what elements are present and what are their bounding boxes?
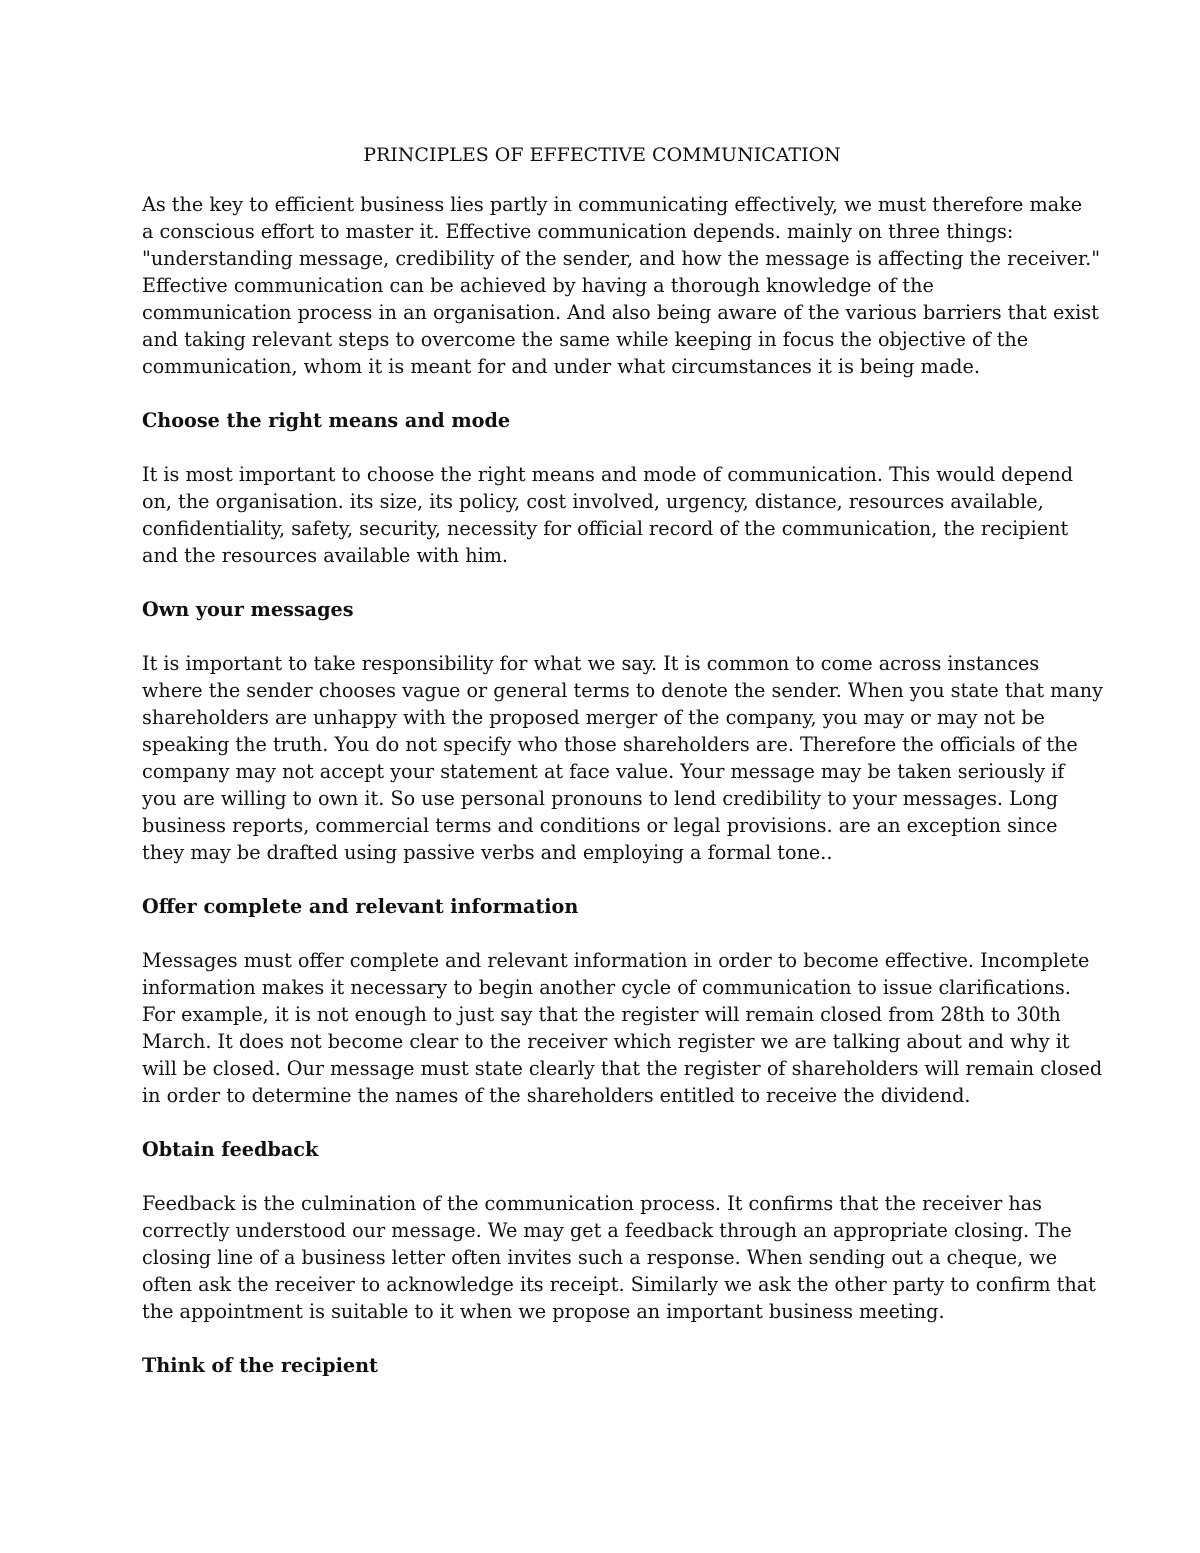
intro-paragraph: [142, 191, 1101, 380]
text-line: often ask the receiver to acknowledge its receipt. Similarly we ask the other party to confirm that: [142, 1273, 1096, 1296]
text-line: It is important to take responsibility for what we say. It is common to come across instances: [142, 652, 1040, 675]
text-line: For example, it is not enough to just say that the register will remain closed from 28th to 30th: [142, 1003, 1061, 1026]
text-line: company may not accept your statement at face value. Your message may be taken seriously if: [142, 760, 1065, 783]
section-paragraph: [142, 947, 1103, 1109]
text-line: on, the organisation. its size, its policy, cost involved, urgency, distance, resources available,: [142, 490, 1044, 513]
text-line: closing line of a business letter often invites such a response. When sending out a cheque, we: [142, 1246, 1058, 1269]
text-line: you are willing to own it. So use personal pronouns to lend credibility to your messages. Long: [142, 787, 1059, 810]
text-line: confidentiality, safety, security, necessity for official record of the communication, the recipient: [142, 517, 1069, 540]
document-page: [142, 142, 1103, 1406]
text-line: "understanding message, credibility of the sender, and how the message is affecting the receiver.": [142, 247, 1101, 270]
text-line: business reports, commercial terms and conditions or legal provisions. are an exception since: [142, 814, 1058, 837]
text-line: communication, whom it is meant for and under what circumstances it is being made.: [142, 355, 980, 378]
section-heading: Think of the recipient: [142, 1354, 378, 1377]
text-line: information makes it necessary to begin another cycle of communication to issue clarifications.: [142, 976, 1071, 999]
text-line: communication process in an organisation. And also being aware of the various barriers that exist: [142, 301, 1099, 324]
text-line: will be closed. Our message must state clearly that the register of shareholders will remain closed: [142, 1057, 1103, 1080]
text-line: they may be drafted using passive verbs and employing a formal tone..: [142, 841, 833, 864]
section-paragraph: [142, 1190, 1096, 1325]
section-heading: Offer complete and relevant information: [142, 895, 579, 918]
section-heading: Own your messages: [142, 598, 354, 621]
text-line: speaking the truth. You do not specify who those shareholders are. Therefore the officials of the: [142, 733, 1078, 756]
text-line: Effective communication can be achieved by having a thorough knowledge of the: [142, 274, 934, 297]
text-line: and the resources available with him.: [142, 544, 509, 567]
text-line: correctly understood our message. We may get a feedback through an appropriate closing. The: [142, 1219, 1072, 1242]
text-line: shareholders are unhappy with the proposed merger of the company, you may or may not be: [142, 706, 1045, 729]
text-line: a conscious effort to master it. Effective communication depends. mainly on three things:: [142, 220, 1014, 243]
text-line: in order to determine the names of the shareholders entitled to receive the dividend.: [142, 1084, 971, 1107]
section-paragraph: [142, 461, 1074, 569]
section-heading: Obtain feedback: [142, 1138, 319, 1161]
document-title: PRINCIPLES OF EFFECTIVE COMMUNICATION: [363, 144, 841, 166]
section-heading: Choose the right means and mode: [142, 409, 511, 432]
text-line: It is most important to choose the right means and mode of communication. This would depend: [142, 463, 1074, 486]
text-line: As the key to efficient business lies partly in communicating effectively, we must therefore make: [142, 193, 1083, 216]
section-paragraph: [142, 650, 1103, 866]
text-line: March. It does not become clear to the receiver which register we are talking about and why it: [142, 1030, 1070, 1053]
text-line: and taking relevant steps to overcome the same while keeping in focus the objective of the: [142, 328, 1029, 351]
text-line: the appointment is suitable to it when we propose an important business meeting.: [142, 1300, 945, 1323]
text-line: where the sender chooses vague or general terms to denote the sender. When you state that many: [142, 679, 1103, 702]
text-line: Feedback is the culmination of the communication process. It confirms that the receiver has: [142, 1192, 1043, 1215]
text-line: Messages must offer complete and relevant information in order to become effective. Incomplete: [142, 949, 1090, 972]
